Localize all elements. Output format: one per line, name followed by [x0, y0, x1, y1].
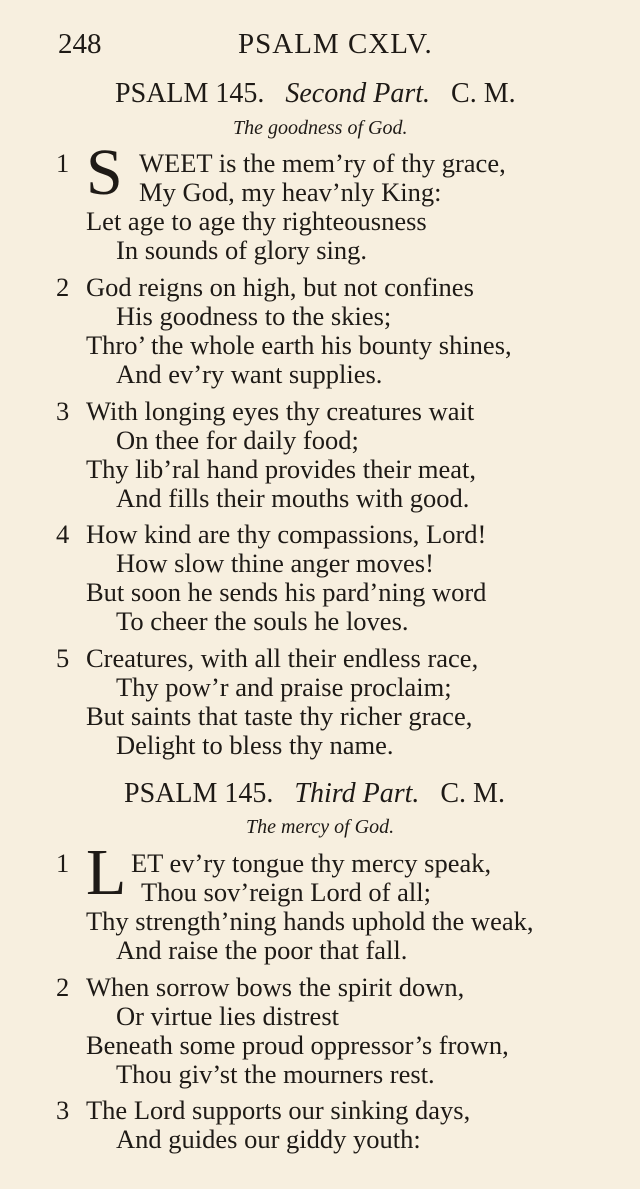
verse-line: How slow thine anger moves!	[116, 548, 434, 578]
part-subtitle: The mercy of God.	[246, 816, 395, 838]
verse-line: Thy pow’r and praise proclaim;	[116, 672, 452, 702]
stanza-number: 2	[56, 272, 70, 302]
running-head	[58, 28, 570, 68]
stanza-number: 1	[56, 848, 70, 878]
part-label: Third Part.	[294, 778, 420, 809]
verse-line: And ev’ry want supplies.	[116, 359, 383, 389]
verse-line: Beneath some proud oppressor’s frown,	[86, 1030, 509, 1060]
drop-cap: S	[86, 136, 123, 209]
part-subtitle: The goodness of God.	[233, 117, 408, 139]
verse-line: But saints that taste thy richer grace,	[86, 701, 473, 731]
stanza-number: 1	[56, 148, 70, 178]
verse-line: ET ev’ry tongue thy mercy speak,	[131, 848, 492, 878]
stanza-number: 3	[56, 396, 70, 426]
running-title: PSALM CXLV.	[238, 28, 433, 60]
page-number: 248	[58, 28, 102, 60]
verse-line: Thy strength’ning hands uphold the weak,	[86, 906, 534, 936]
verse-line: With longing eyes thy creatures wait	[86, 396, 475, 426]
verse-line: His goodness to the skies;	[116, 301, 392, 331]
meter-label: C. M.	[440, 778, 505, 809]
verse-line: And raise the poor that fall.	[116, 935, 408, 965]
verse-line: Delight to bless thy name.	[116, 730, 394, 760]
part-heading	[124, 778, 505, 810]
verse-line: But soon he sends his pard’ning word	[86, 577, 487, 607]
verse-line: How kind are thy compassions, Lord!	[86, 519, 487, 549]
stanza-number: 2	[56, 972, 70, 1002]
verse-line: Thy lib’ral hand provides their meat,	[86, 454, 477, 484]
verse-line: God reigns on high, but not confines	[86, 272, 474, 302]
verse-line: On thee for daily food;	[116, 425, 359, 455]
meter-label: C. M.	[451, 78, 516, 109]
verse-line: To cheer the souls he loves.	[116, 606, 409, 636]
stanza-number: 4	[56, 519, 70, 549]
verse-line: My God, my heav’nly King:	[139, 177, 442, 207]
psalm-number: PSALM 145.	[115, 78, 265, 109]
stanza-number: 3	[56, 1095, 70, 1125]
verse-line: Creatures, with all their endless race,	[86, 643, 479, 673]
verse-line: Thou giv’st the mourners rest.	[116, 1059, 435, 1089]
verse-line: Thro’ the whole earth his bounty shines,	[86, 330, 512, 360]
verse-line: Thou sov’reign Lord of all;	[141, 877, 431, 907]
verse-line: WEET is the mem’ry of thy grace,	[139, 148, 506, 178]
verse-line: In sounds of glory sing.	[116, 235, 368, 265]
drop-cap: L	[86, 836, 127, 909]
psalm-number: PSALM 145.	[124, 778, 274, 809]
verse-line: Let age to age thy righteousness	[86, 206, 427, 236]
part-label: Second Part.	[285, 78, 431, 109]
verse-line: Or virtue lies distrest	[116, 1001, 339, 1031]
verse-line: And fills their mouths with good.	[116, 483, 470, 513]
stanza-number: 5	[56, 643, 70, 673]
verse-line: And guides our giddy youth:	[116, 1124, 421, 1154]
verse-line: When sorrow bows the spirit down,	[86, 972, 465, 1002]
verse-line: The Lord supports our sinking days,	[86, 1095, 471, 1125]
part-heading	[115, 78, 516, 110]
